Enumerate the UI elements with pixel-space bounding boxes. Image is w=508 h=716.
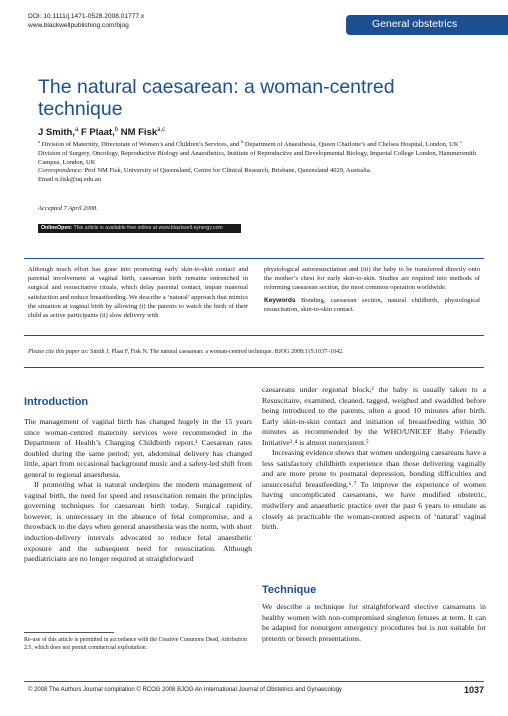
affiliation-mark: c bbox=[460, 138, 463, 144]
technique-heading: Technique bbox=[262, 584, 317, 596]
body-left-column bbox=[24, 417, 252, 565]
abstract-box bbox=[24, 258, 484, 336]
author-name: NM Fisk bbox=[120, 127, 158, 138]
paragraph: The management of vaginal birth has changed hugely in the 15 years since woman-centred maternity services were recommended in the Department of Health’s Changing Childbirth report.¹ Caesarean rates doubled during the same period; yet, abdominal delivery has changed little, apart from occasional background music and a safety-led shift from general to regional anaesthesia. bbox=[24, 417, 252, 479]
affiliation-text: Division of Surgery, Oncology, Reproductive Biology and Anaesthetics, Institute of Reproductive and Developmental Biology, Imperial College London, Hammersmith Campus, London, UK bbox=[38, 149, 477, 166]
author-affiliation-mark: a,c bbox=[157, 126, 166, 133]
paragraph: caesareans under regional block,² the baby is usually taken to a Resuscitaire, examined, cleaned, tagged, weighed and swaddled before being introduced to the parents, often a good 10 minutes after birth. Early skin-to-skin contact and initiation of breastfeeding within 30 minutes as recommended by the WHO/UNICEF Baby Friendly Initiative³˒⁴ is almost nonexistent.⁵ bbox=[262, 385, 486, 447]
online-open-banner[interactable] bbox=[38, 224, 241, 233]
page-number: 1037 bbox=[463, 685, 484, 695]
journal-website[interactable]: www.blackwellpublishing.com/bjog bbox=[28, 22, 129, 29]
author-affiliation-mark: b bbox=[114, 126, 119, 133]
doi-text: DOI: 10.1111/j.1471-0528.2008.01777.x bbox=[28, 13, 145, 20]
keywords bbox=[264, 296, 480, 314]
affiliation-text: Department of Anaesthesia, Queen Charlotte’s and Chelsea Hospital, London, UK bbox=[243, 141, 461, 148]
section-banner: General obstetrics bbox=[346, 15, 508, 35]
affiliation-text: Division of Maternity, Directorate of Women’s and Children’s Services, and bbox=[40, 141, 241, 148]
technique-paragraph: We describe a technique for straightforward elective caesareans in healthy women with non-compromised singleton fetuses at term. It can be adapted for nonurgent emergency procedures but is not suitable for preterm or breech presentations. bbox=[262, 602, 486, 643]
affiliation-mark: a bbox=[38, 138, 40, 144]
online-open-text: This article is available free online at www.blackwell-synergy.com bbox=[72, 225, 223, 231]
body-right-column bbox=[262, 385, 486, 533]
divider bbox=[24, 632, 114, 633]
abstract-right-column bbox=[264, 265, 480, 314]
footer-copyright: © 2008 The Authors Journal compilation © RCOG 2008 BJOG An International Journal of Obstetrics and Gynaecology bbox=[28, 687, 342, 693]
citation-text: Smith J, Plaat F, Fisk N. The natural caesarean: a woman-centred technique. BJOG 2008;115:1037–1042. bbox=[88, 349, 344, 355]
keywords-text: Bonding, caesarean section, natural childbirth, physiological resuscitation, skin-to-skin contact. bbox=[264, 296, 480, 313]
abstract-text: physiological autoresuscitation and (iii) the baby to be transferred directly onto the mother’s chest for early skin-to-skin. Studies are required into methods of reforming caesarean section, the most common operation worldwide. bbox=[264, 266, 480, 292]
citation-label: Please cite this paper as: bbox=[28, 349, 89, 355]
abstract-left-column: Although much effort has gone into promoting early skin-to-skin contact and parental involvement at vaginal birth, caesarean birth remains entrenched in surgical and resuscitative rituals, which delay parental contact, impair maternal satisfaction and reduce breastfeeding. We describe a ‘natural’ approach that mimics the situation at vaginal birth by allowing (i) the parents to watch the birth of their child as active participants (ii) slow delivery with bbox=[28, 266, 248, 320]
author-list bbox=[38, 127, 165, 138]
article-title: The natural caesarean: a woman-centred technique bbox=[38, 76, 395, 120]
citation-line bbox=[28, 348, 488, 356]
accepted-date: Accepted 7 April 2008. bbox=[38, 205, 98, 212]
correspondence-email[interactable]: Email n.fisk@uq.edu.au bbox=[38, 176, 102, 184]
affiliations bbox=[38, 138, 478, 185]
introduction-heading: Introduction bbox=[24, 396, 89, 408]
correspondence-text: Prof NM Fisk, University of Queensland, Centre for Clinical Research, Brisbane, Queensland 4029, Australia. bbox=[82, 167, 372, 175]
paragraph: Increasing evidence shows that women undergoing caesareans have a less satisfactory childbirth experience than those delivering vaginally and are more prone to postnatal depression, bonding difficulties and unsuccessful breastfeeding.⁶˒⁷ To improve the experience of women having uncomplicated caesareans, we have modified obstetric, midwifery and anaesthetic practice over the past 6 years to emulate as closely as practicable the woman-centred aspects of ‘natural’ vaginal birth. bbox=[262, 448, 486, 532]
affiliation-mark: b bbox=[240, 138, 244, 144]
correspondence-label: Correspondence: bbox=[38, 167, 83, 175]
keywords-label: Keywords bbox=[264, 296, 296, 304]
author-affiliation-mark: a bbox=[74, 126, 79, 133]
online-open-label: OnlineOpen: bbox=[41, 225, 73, 231]
author-name: J Smith, bbox=[38, 127, 75, 138]
divider bbox=[24, 367, 484, 368]
license-note: Re-use of this article is permitted in accordance with the Creative Commons Deed, Attribution 2.5, which does not permit commercial exploitation. bbox=[24, 637, 247, 652]
divider bbox=[24, 681, 484, 682]
paragraph: If promoting what is natural underpins the modern management of vaginal birth, the need for speed and resuscitation remain the principles governing techniques for caesarean birth today. Surgical rapidity, however, is unnecessary in the absence of fetal compromise, and a throwback to the days when general anaesthesia was the norm, with short induction-delivery intervals advocated to reduce fetal anaesthetic exposure and the subsequent need for resuscitation. Although paediatricians are no longer required at straightforward bbox=[24, 480, 252, 564]
header-doi-block bbox=[28, 12, 144, 30]
author-name: F Plaat, bbox=[80, 127, 115, 138]
